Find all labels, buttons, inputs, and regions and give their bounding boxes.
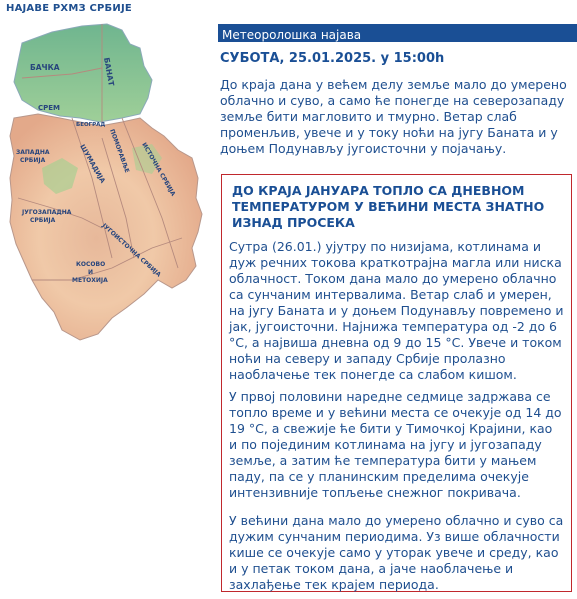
- forecast-date: СУБОТА, 25.01.2025. у 15:00h: [220, 51, 445, 66]
- forecast-header-title: Метеоролошка најава: [222, 28, 362, 42]
- map-label-zapadna-1: ЗАПАДНА: [16, 149, 50, 156]
- map-label-istocna: ИСТОЧНА СРБИЈА: [140, 141, 177, 198]
- map-label-kosovo-1: КОСОВО: [76, 261, 106, 268]
- outlook-paragraph-1: Сутра (26.01.) ујутру по низијама, котлинама и дуж речних токова краткотрајна магла или ниска облачност. Током дана мало до умерено облачно са сунчаним интервалима. Ветар слаб и умерен, на југу Баната и у доњем Подунављу повремено и јак, југоисточни. Најнижа температура од -2 до 6 °C, а највиша дневна од 9 до 15 °C. Увече и током ноћи на северу и западу Србије пролазно наоблачење тек понегде са слабом кишом.: [229, 239, 564, 382]
- outlook-box: [221, 174, 572, 592]
- forecast-summary: До краја дана у већем делу земље мало до умерено облачно и суво, а само ће понегде на северозападу земље бити магловито и тмурно. Ветар слаб променљив, увече и у току ноћи на југу Баната и у доњем Подунављу југоисточни у појачању.: [220, 77, 567, 156]
- map-region-vojvodina[interactable]: [14, 24, 152, 122]
- map-label-sumadija: ШУМАДИЈА: [78, 143, 107, 185]
- map-label-srem: СРЕМ: [38, 104, 61, 112]
- left-panel-title: НАЈАВЕ РХМЗ СРБИЈЕ: [6, 3, 132, 14]
- map-label-kosovo-3: МЕТОХИЈА: [72, 277, 108, 284]
- map-label-kosovo-2: И: [88, 269, 94, 276]
- outlook-paragraph-3: У већини дана мало до умерено облачно и суво са дужим сунчаним периодима. Уз више облачности кише се очекује само у уторак увече и среду, као и у петак током дана, а јаче наоблачење и захлађење тек крајем периода.: [229, 513, 564, 592]
- serbia-regions-map[interactable]: [2, 18, 212, 383]
- map-label-zapadna-2: СРБИЈА: [20, 157, 46, 164]
- map-label-jugozapadna-1: ЈУГОЗАПАДНА: [22, 209, 72, 216]
- map-label-beograd: БЕОГРАД: [76, 122, 106, 128]
- outlook-paragraph-2: У првој половини наредне седмице задржава се топло време и у већини места се очекује од 14 до 19 °C, а свежије ће бити у Тимочкој Крајини, као и по појединим котлинама на југу и југозападу земље, а затим ће температура бити у мањем паду, па се у планинским пределима очекује интензивније топљење снежног покривача.: [229, 389, 562, 500]
- map-label-banat: БАНАТ: [102, 56, 116, 87]
- map-label-jugoistocna: ЈУГОИСТОЧНА СРБИЈА: [100, 222, 163, 279]
- map-label-jugozapadna-2: СРБИЈА: [30, 217, 56, 224]
- map-label-backa: БАЧКА: [30, 63, 60, 72]
- map-label-pomoravlje: ПОМОРАВЉЕ: [108, 128, 131, 174]
- forecast-header-bar: [218, 24, 577, 42]
- outlook-title: ДО КРАЈА ЈАНУАРА ТОПЛО СА ДНЕВНОМ ТЕМПЕРАТУРОМ У ВЕЋИНИ МЕСТА ЗНАТНО ИЗНАД ПРОСЕКА: [232, 183, 545, 230]
